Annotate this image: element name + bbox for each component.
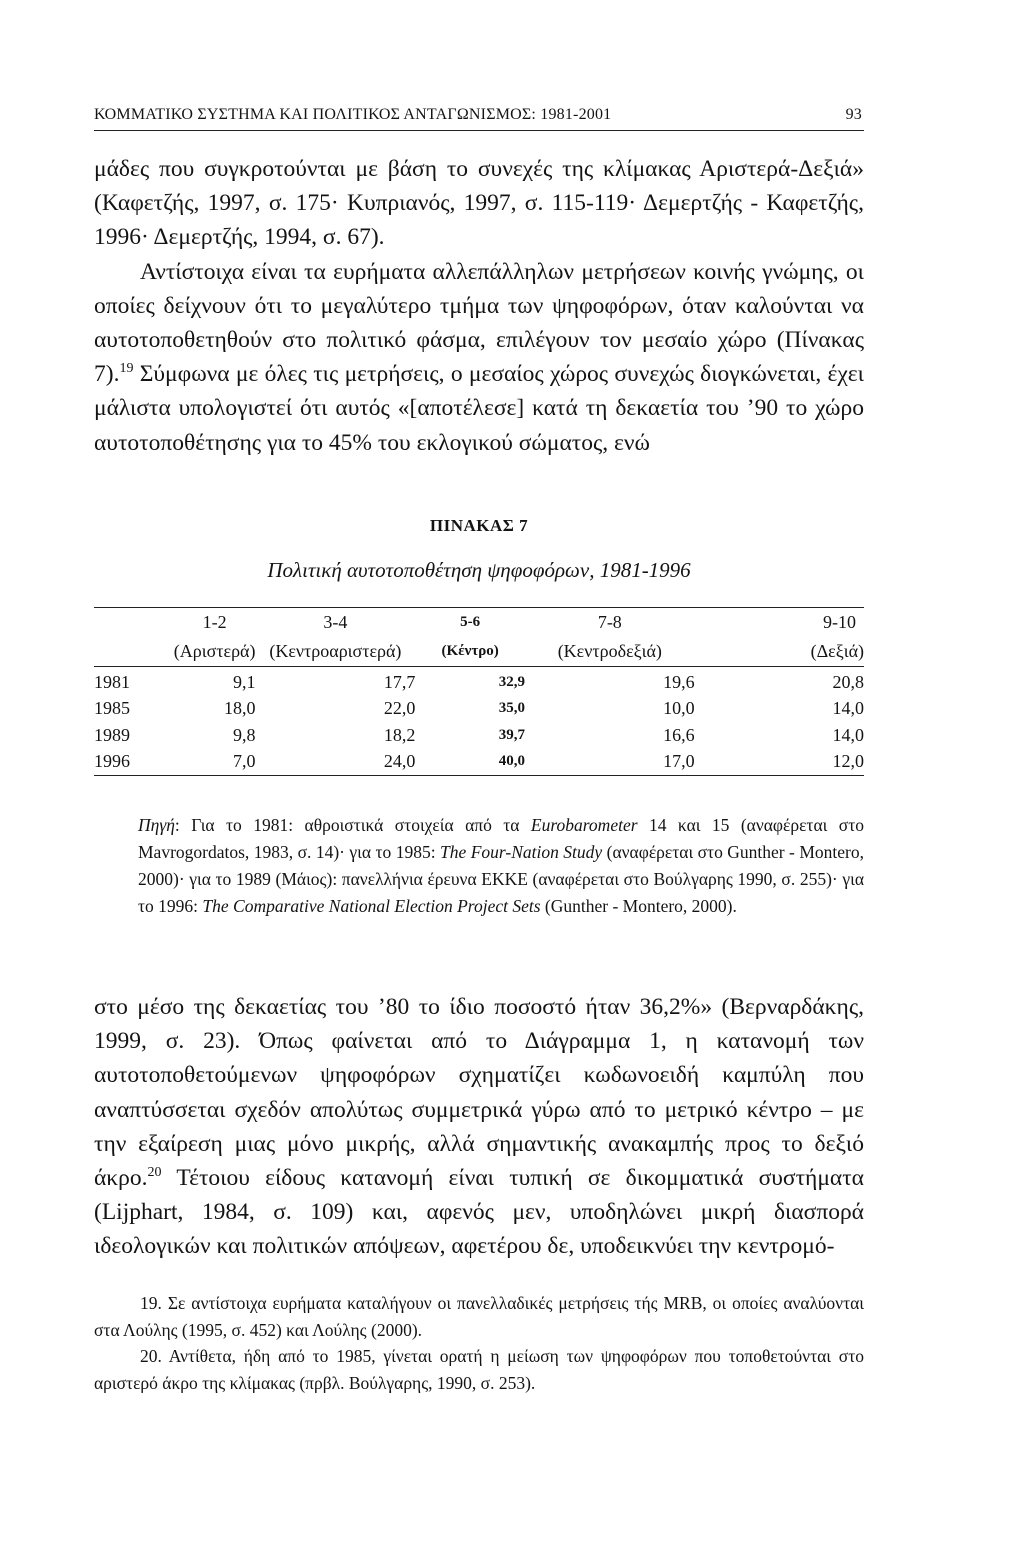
value-cell: 19,6 <box>663 671 695 692</box>
column-label: (Κέντρο) <box>441 643 499 659</box>
page-number: 93 <box>845 106 862 123</box>
value-cell: 18,2 <box>383 724 416 745</box>
value-cell: 14,0 <box>832 698 864 719</box>
table-header-labels <box>94 637 864 667</box>
footnote-ref-19[interactable]: 19 <box>119 361 134 377</box>
table-row <box>94 669 864 696</box>
row-year: 1996 <box>94 751 130 772</box>
table-row <box>94 722 864 749</box>
paragraph-text: Σύμφωνα με όλες τις μετρήσεις, ο μεσαίος χώρος συνεχώς διογκώνεται, έχει μάλιστα υπολογιστεί ότι αυτός «[αποτέλεσε] κατά τη δεκαετία του ’90 το χώρο αυτοτοποθέτησης για το 45% του εκλογικού σώματος, ενώ <box>94 361 864 456</box>
value-cell: 16,6 <box>663 724 695 745</box>
column-range: 3-4 <box>323 612 348 632</box>
row-year: 1981 <box>94 671 130 692</box>
paragraph-opinion-polls <box>94 255 864 460</box>
value-cell: 9,1 <box>232 671 256 692</box>
paragraph-text: Αντίστοιχα είναι τα ευρήματα αλλεπάλληλων μετρήσεων κοινής γνώμης, οι οποίες δείχνουν ότι το μεγαλύτερο τμήμα των ψηφοφόρων, όταν καλούνται να αυτοτοποθετηθούν στο πολιτικό φάσμα, επιλέγουν τον μεσαίο χώρο (Πίνακας 7). <box>94 258 864 388</box>
row-year: 1989 <box>94 724 130 745</box>
paragraph-text: Τέτοιου είδους κατανομή είναι τυπική σε δικομματικά συστήματα (Lijphart, 1984, σ. 109) και, αφενός μεν, υποδηλώνει μικρή διασπορά ιδεολογικών και πολιτικών απόψεων, αφετέρου δε, υποδεικνύει την κεντρομό- <box>94 1165 864 1260</box>
value-cell-centre: 40,0 <box>498 753 525 770</box>
value-cell: 17,7 <box>383 671 416 692</box>
source-text: (Gunther - Montero, 2000). <box>540 896 737 916</box>
column-label: (Κεντροδεξιά) <box>557 641 662 661</box>
value-cell: 9,8 <box>232 724 256 745</box>
source-title: The Comparative National Election Project Sets <box>202 896 541 916</box>
value-cell: 10,0 <box>663 698 695 719</box>
source-title: The Four-Nation Study <box>440 842 603 862</box>
source-text: : Για το 1981: αθροιστικά στοιχεία από τα <box>174 815 531 835</box>
running-title: ΚΟΜΜΑΤΙΚΟ ΣΥΣΤΗΜΑ ΚΑΙ ΠΟΛΙΤΙΚΟΣ ΑΝΤΑΓΩΝΙΣΜΟΣ: 1981-2001 <box>94 106 612 123</box>
self-placement-table <box>94 607 864 776</box>
column-range: 7-8 <box>597 612 622 632</box>
column-range: 5-6 <box>460 614 481 630</box>
paragraph-text: στο μέσο της δεκαετίας του ’80 το ίδιο ποσοστό ήταν 36,2%» (Βερναρδάκης, 1999, σ. 23). Όπως φαίνεται από το Διάγραμμα 1, η κατανομή των αυτοτοποθετούμενων ψηφοφόρων σχηματίζει κωδωνοειδή καμπύλη που αναπτύσσεται σχεδόν απολύτως συμμετρικά γύρω από το μετρικό κέντρο – με την εξαίρεση μιας μόνο μικρής, αλλά σημαντικής ανακαμπής προς το δεξιό άκρο. <box>94 994 864 1192</box>
value-cell-centre: 32,9 <box>498 673 525 690</box>
value-cell: 7,0 <box>232 751 256 772</box>
running-header <box>94 104 864 131</box>
value-cell: 14,0 <box>832 724 864 745</box>
column-label: (Δεξιά) <box>810 641 864 661</box>
table-row <box>94 696 864 723</box>
table-source-note <box>138 812 864 920</box>
source-text: 14 και 15 (αναφέρεται στο Mavrogordatos, 1983, σ. 14)· για το 1985: <box>138 815 864 862</box>
value-cell: 18,0 <box>223 698 256 719</box>
footnote-ref-20[interactable]: 20 <box>147 1165 162 1181</box>
table-bottom-rule <box>94 775 864 776</box>
value-cell: 12,0 <box>832 751 864 772</box>
header-empty-cell <box>94 637 174 667</box>
value-cell-centre: 35,0 <box>498 700 525 717</box>
footnotes <box>94 1290 864 1396</box>
column-label: (Αριστερά) <box>173 641 256 661</box>
column-label: (Κεντροαριστερά) <box>269 641 402 661</box>
paragraph-continued: μάδες που συγκροτούνται με βάση το συνεχές της κλίμακας Αριστερά-Δεξιά» (Καφετζής, 1997, σ. 175· Κυπριανός, 1997, σ. 115-119· Δεμερτζής - Καφετζής, 1996· Δεμερτζής, 1994, σ. 67). <box>94 156 864 251</box>
value-cell: 20,8 <box>832 671 864 692</box>
footnote-19: 19. Σε αντίστοιχα ευρήματα καταλήγουν οι πανελλαδικές μετρήσεις τής MRB, οι οποίες αναλύονται στα Λούλης (1995, σ. 452) και Λούλης (2000). <box>94 1293 864 1340</box>
value-cell: 17,0 <box>663 751 695 772</box>
row-year: 1985 <box>94 698 130 719</box>
table-subtitle: Πολιτική αυτοτοποθέτηση ψηφοφόρων, 1981-1996 <box>267 558 691 582</box>
paragraph-distribution <box>94 990 864 1264</box>
column-range: 9-10 <box>823 612 856 632</box>
body-text-bottom <box>94 990 864 1264</box>
body-text-top <box>94 152 864 460</box>
footnote-20: 20. Αντίθετα, ήδη από το 1985, γίνεται ορατή η μείωση των ψηφοφόρων που τοποθετούνται στο αριστερό άκρο της κλίμακας (πρβλ. Βούλγαρης, 1990, σ. 253). <box>94 1346 864 1393</box>
table-title: ΠΙΝΑΚΑΣ 7 <box>429 516 529 535</box>
header-empty-cell <box>94 608 174 637</box>
value-cell-centre: 39,7 <box>498 726 525 743</box>
table-header-ranges <box>94 608 864 637</box>
table-grid <box>94 608 864 775</box>
column-range: 1-2 <box>202 612 227 632</box>
value-cell: 22,0 <box>383 698 416 719</box>
source-label: Πηγή <box>138 815 175 835</box>
source-title: Eurobarometer <box>530 815 638 835</box>
table-row <box>94 749 864 776</box>
value-cell: 24,0 <box>383 751 416 772</box>
source-text: (αναφέρεται στο Gunther - Montero, 2000)· για το 1989 (Μάιος): πανελλήνια έρευνα ΕΚΚΕ (αναφέρεται στο Βούλγαρης 1990, σ. 255)· για το 1996: <box>138 842 864 916</box>
